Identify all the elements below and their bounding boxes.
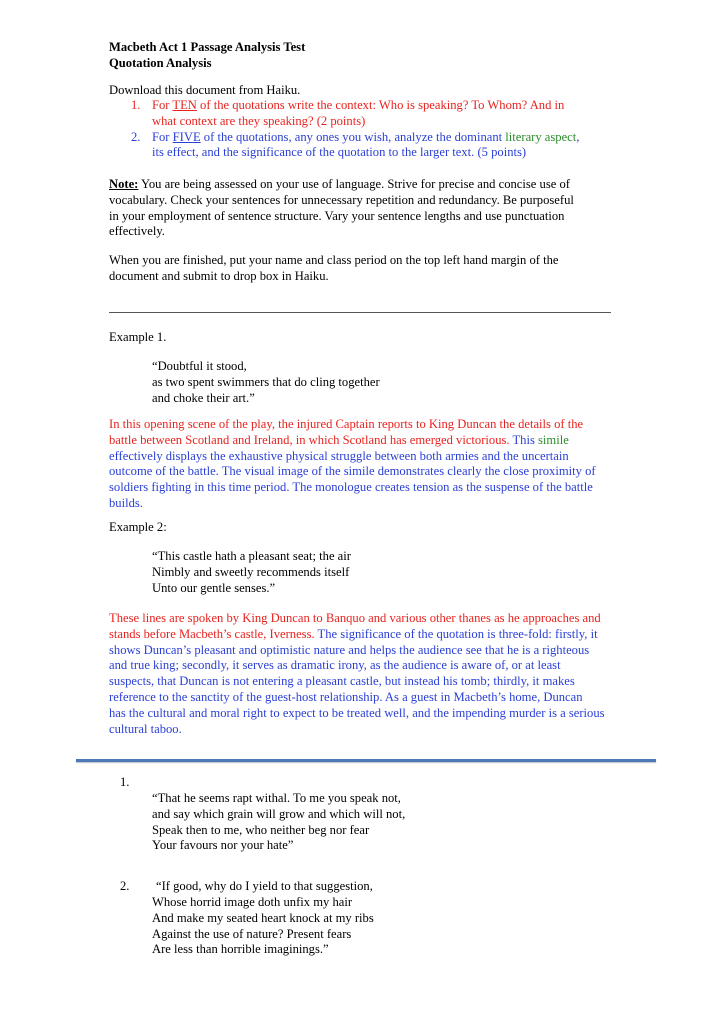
analysis-text: This xyxy=(509,432,539,447)
context-text: battle between Scotland and Ireland, in which Scotland has emerged victorious. xyxy=(109,432,510,447)
key-word: TEN xyxy=(172,98,197,112)
example-1-analysis xyxy=(109,417,611,512)
analysis-text: The significance of the quotation is three-fold: firstly, it xyxy=(314,626,598,641)
quotation-2-text-continued xyxy=(152,895,374,958)
quote-line: “This castle hath a pleasant seat; the air xyxy=(152,549,351,563)
analysis-text: outcome of the battle. The visual image of the simile demonstrates clearly the close proximity of xyxy=(109,464,596,479)
page-title: Macbeth Act 1 Passage Analysis Test xyxy=(109,40,306,54)
example-1-label: Example 1. xyxy=(109,330,167,344)
quotation-2-text xyxy=(156,879,373,895)
page-subtitle: Quotation Analysis xyxy=(109,56,212,70)
instruction-text: of the quotations, any ones you wish, analyze the dominant xyxy=(200,129,506,144)
literary-aspect-term: literary aspect xyxy=(505,129,577,144)
submission-text: document and submit to drop box in Haiku. xyxy=(109,268,329,283)
quote-line: Are less than horrible imaginings.” xyxy=(152,942,329,957)
quote-line: “If good, why do I yield to that suggestion, xyxy=(156,879,373,893)
quotation-number: 1. xyxy=(120,775,130,789)
note-label: Note: xyxy=(109,177,139,191)
quote-line: Whose horrid image doth unfix my hair xyxy=(152,895,353,909)
quotation-number: 2. xyxy=(120,879,130,893)
quote-line: as two spent swimmers that do cling together xyxy=(152,374,380,389)
context-text: These lines are spoken by King Duncan to Banquo and various other thanes as he approaches and xyxy=(109,611,601,625)
example-2-analysis xyxy=(109,611,611,737)
instruction-text: , xyxy=(576,129,580,144)
quote-line: Nimbly and sweetly recommends itself xyxy=(152,564,350,579)
instruction-item xyxy=(109,130,609,162)
section-divider xyxy=(76,759,656,762)
quote-line: Speak then to me, who neither beg nor fear xyxy=(152,822,370,837)
analysis-text: reference to the sanctity of the guest-host relationship. As a guest in Macbeth’s home, Duncan xyxy=(109,689,583,704)
instruction-prefix: For xyxy=(152,98,173,112)
context-text: In this opening scene of the play, the injured Captain reports to King Duncan the details of the xyxy=(109,417,584,431)
quotation-1-text xyxy=(152,791,405,854)
instruction-text: its effect, and the significance of the quotation to the larger text. (5 points) xyxy=(152,145,527,160)
divider-line xyxy=(109,312,611,313)
context-text: stands before Macbeth’s castle, Iverness. xyxy=(109,626,315,641)
analysis-text: suspects, that Duncan is not entering a pleasant castle, but instead his tomb; thirdly, it makes xyxy=(109,674,575,689)
example-1-quote xyxy=(152,359,380,406)
quote-line: And make my seated heart knock at my ribs xyxy=(152,910,374,925)
quote-line: Unto our gentle senses.” xyxy=(152,580,276,595)
quote-line: and choke their art.” xyxy=(152,390,255,405)
analysis-text: soldiers fighting in this time period. The monologue creates tension as the suspense of the battle xyxy=(109,480,593,495)
submission-text: When you are finished, put your name and class period on the top left hand margin of the xyxy=(109,253,559,267)
key-word: FIVE xyxy=(172,129,201,144)
analysis-text: effectively displays the exhaustive physical struggle between both armies and the uncertain xyxy=(109,448,569,463)
note-text: You are being assessed on your use of language. Strive for precise and concise use of xyxy=(138,177,570,191)
instructions-list xyxy=(109,98,609,161)
note-text: vocabulary. Check your sentences for unnecessary repetition and redundancy. Be purposeful xyxy=(109,192,574,207)
example-2-label: Example 2: xyxy=(109,520,167,534)
quote-line: “Doubtful it stood, xyxy=(152,359,247,373)
quote-line: and say which grain will grow and which will not, xyxy=(152,806,406,821)
analysis-text: and true king; secondly, it serves as dramatic irony, as the audience is aware of, or at least xyxy=(109,658,561,673)
analysis-text: shows Duncan’s pleasant and optimistic nature and helps the audience see that he is a righteous xyxy=(109,642,590,657)
analysis-text: has the cultural and moral right to expect to be treated well, and the impending murder is a serious xyxy=(109,705,605,720)
analysis-text: builds. xyxy=(109,495,143,510)
note-paragraph xyxy=(109,177,611,240)
analysis-text: cultural taboo. xyxy=(109,721,182,736)
example-2-quote xyxy=(152,549,351,596)
intro-text: Download this document from Haiku. xyxy=(109,83,301,97)
quote-line: Your favours nor your hate” xyxy=(152,838,294,853)
quote-line: Against the use of nature? Present fears xyxy=(152,926,352,941)
list-number: 2. xyxy=(131,129,141,144)
instruction-item xyxy=(109,98,609,130)
instruction-text: what context are they speaking? (2 points) xyxy=(152,113,366,128)
quote-line: “That he seems rapt withal. To me you speak not, xyxy=(152,791,401,805)
literary-device-term: simile xyxy=(538,432,569,447)
note-text: effectively. xyxy=(109,224,165,239)
instruction-prefix: For xyxy=(152,129,173,144)
instruction-text: of the quotations write the context: Who is speaking? To Whom? And in xyxy=(196,98,565,112)
list-number: 1. xyxy=(131,98,141,112)
note-text: in your employment of sentence structure. Vary your sentence lengths and use punctuation xyxy=(109,208,565,223)
submission-instructions xyxy=(109,253,611,285)
